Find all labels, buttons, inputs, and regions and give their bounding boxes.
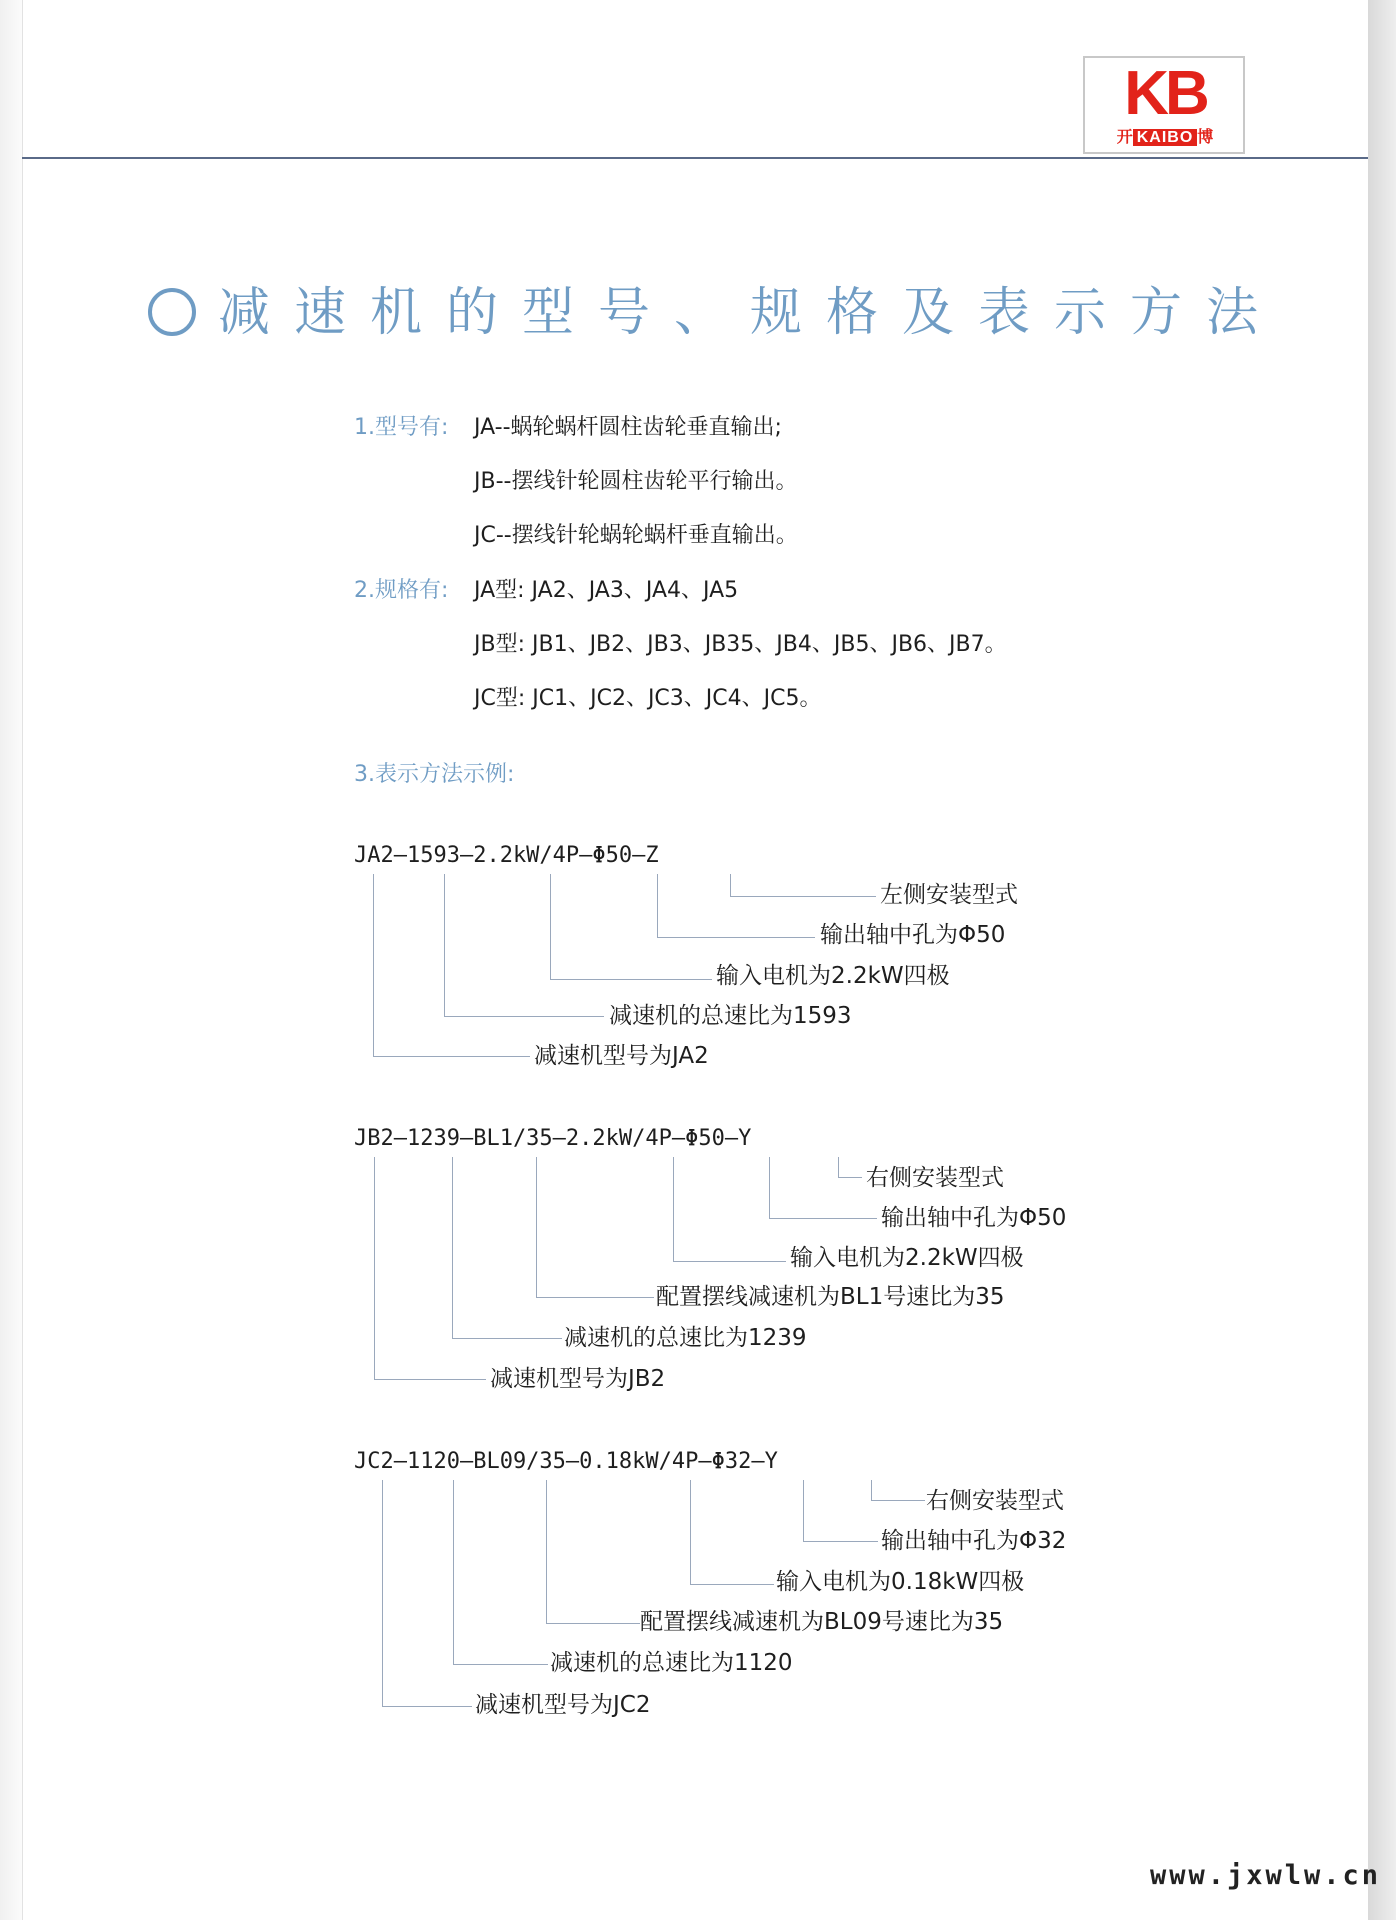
example3-label-motor: 输入电机为0.18kW四极 [776,1569,1025,1595]
example3-label-shaft: 输出轴中孔为Φ32 [881,1528,1067,1554]
section3-label: 3.表示方法示例: [354,762,515,787]
kaibo-logo [1083,56,1245,154]
section2-label: 2.规格有: [354,578,449,603]
page-edge-right [1368,0,1396,1920]
leader-line [730,874,731,896]
leader-line [838,1157,839,1177]
leader-line [452,1157,453,1338]
footer-url: www.jxwlw.cn [1150,1860,1382,1891]
section1-label: 1.型号有: [354,415,449,440]
leader-line [382,1706,472,1707]
model-jb-line: JB--摆线针轮圆柱齿轮平行输出。 [474,469,798,494]
leader-line [452,1338,562,1339]
example3-label-ratio: 减速机的总速比为1120 [550,1650,793,1676]
example3-label-model: 减速机型号为JC2 [475,1692,651,1718]
model-jc-line: JC--摆线针轮蜗轮蜗杆垂直输出。 [474,523,798,548]
logo-mark: KB [1124,59,1206,128]
spec-ja-line: JA型: JA2、JA3、JA4、JA5 [474,578,739,603]
example1-label-motor: 输入电机为2.2kW四极 [716,963,950,989]
leader-line [453,1480,454,1664]
example2-label-cycloid: 配置摆线减速机为BL1号速比为35 [656,1284,1005,1310]
example3-label-mount: 右侧安装型式 [926,1488,1064,1514]
example2-label-ratio: 减速机的总速比为1239 [564,1325,807,1351]
leader-line [550,874,551,979]
leader-line [673,1157,674,1261]
logo-wordmark: 开 KAIBO 博 [1116,127,1214,146]
spec-jb-line: JB型: JB1、JB2、JB3、JB35、JB4、JB5、JB6、JB7。 [474,632,1007,657]
example1-code: JA2—1593—2.2kW/4P—Φ50—Z [354,843,659,868]
page-title: 减速机的型号、规格及表示方法 [148,278,1282,348]
leader-line [657,937,815,938]
leader-line [536,1157,537,1297]
header-rule [22,157,1368,159]
leader-line [871,1500,925,1501]
leader-line [444,874,445,1016]
leader-line [803,1480,804,1541]
leader-line [374,1157,375,1379]
leader-line [673,1261,786,1262]
leader-line [838,1177,862,1178]
leader-line [536,1297,654,1298]
example3-label-cycloid: 配置摆线减速机为BL09号速比为35 [640,1609,1004,1635]
leader-line [382,1480,383,1706]
leader-line [657,874,658,937]
leader-line [374,1379,486,1380]
circle-bullet-icon [148,288,196,336]
leader-line [546,1623,640,1624]
example1-label-mount: 左侧安装型式 [880,882,1018,908]
leader-line [769,1157,770,1218]
spec-jc-line: JC型: JC1、JC2、JC3、JC4、JC5。 [474,686,822,711]
example2-label-motor: 输入电机为2.2kW四极 [790,1245,1024,1271]
leader-line [373,1056,530,1057]
example1-label-ratio: 减速机的总速比为1593 [609,1003,852,1029]
leader-line [373,874,374,1056]
leader-line [546,1480,547,1623]
leader-line [871,1480,872,1500]
leader-line [550,979,712,980]
leader-line [690,1480,691,1584]
leader-line [803,1541,878,1542]
leader-line [769,1218,877,1219]
example2-code: JB2—1239—BL1/35—2.2kW/4P—Φ50—Y [354,1126,752,1151]
leader-line [690,1584,774,1585]
example2-label-shaft: 输出轴中孔为Φ50 [881,1205,1067,1231]
leader-line [444,1016,604,1017]
example2-label-mount: 右侧安装型式 [866,1165,1004,1191]
example1-label-model: 减速机型号为JA2 [534,1043,709,1069]
leader-line [730,896,876,897]
leader-line [453,1664,548,1665]
example1-label-shaft: 输出轴中孔为Φ50 [820,922,1006,948]
example3-code: JC2—1120—BL09/35—0.18kW/4P—Φ32—Y [354,1449,778,1474]
page-edge-left [0,0,23,1920]
model-ja-line: JA--蜗轮蜗杆圆柱齿轮垂直输出; [474,415,782,440]
example2-label-model: 减速机型号为JB2 [490,1366,666,1392]
